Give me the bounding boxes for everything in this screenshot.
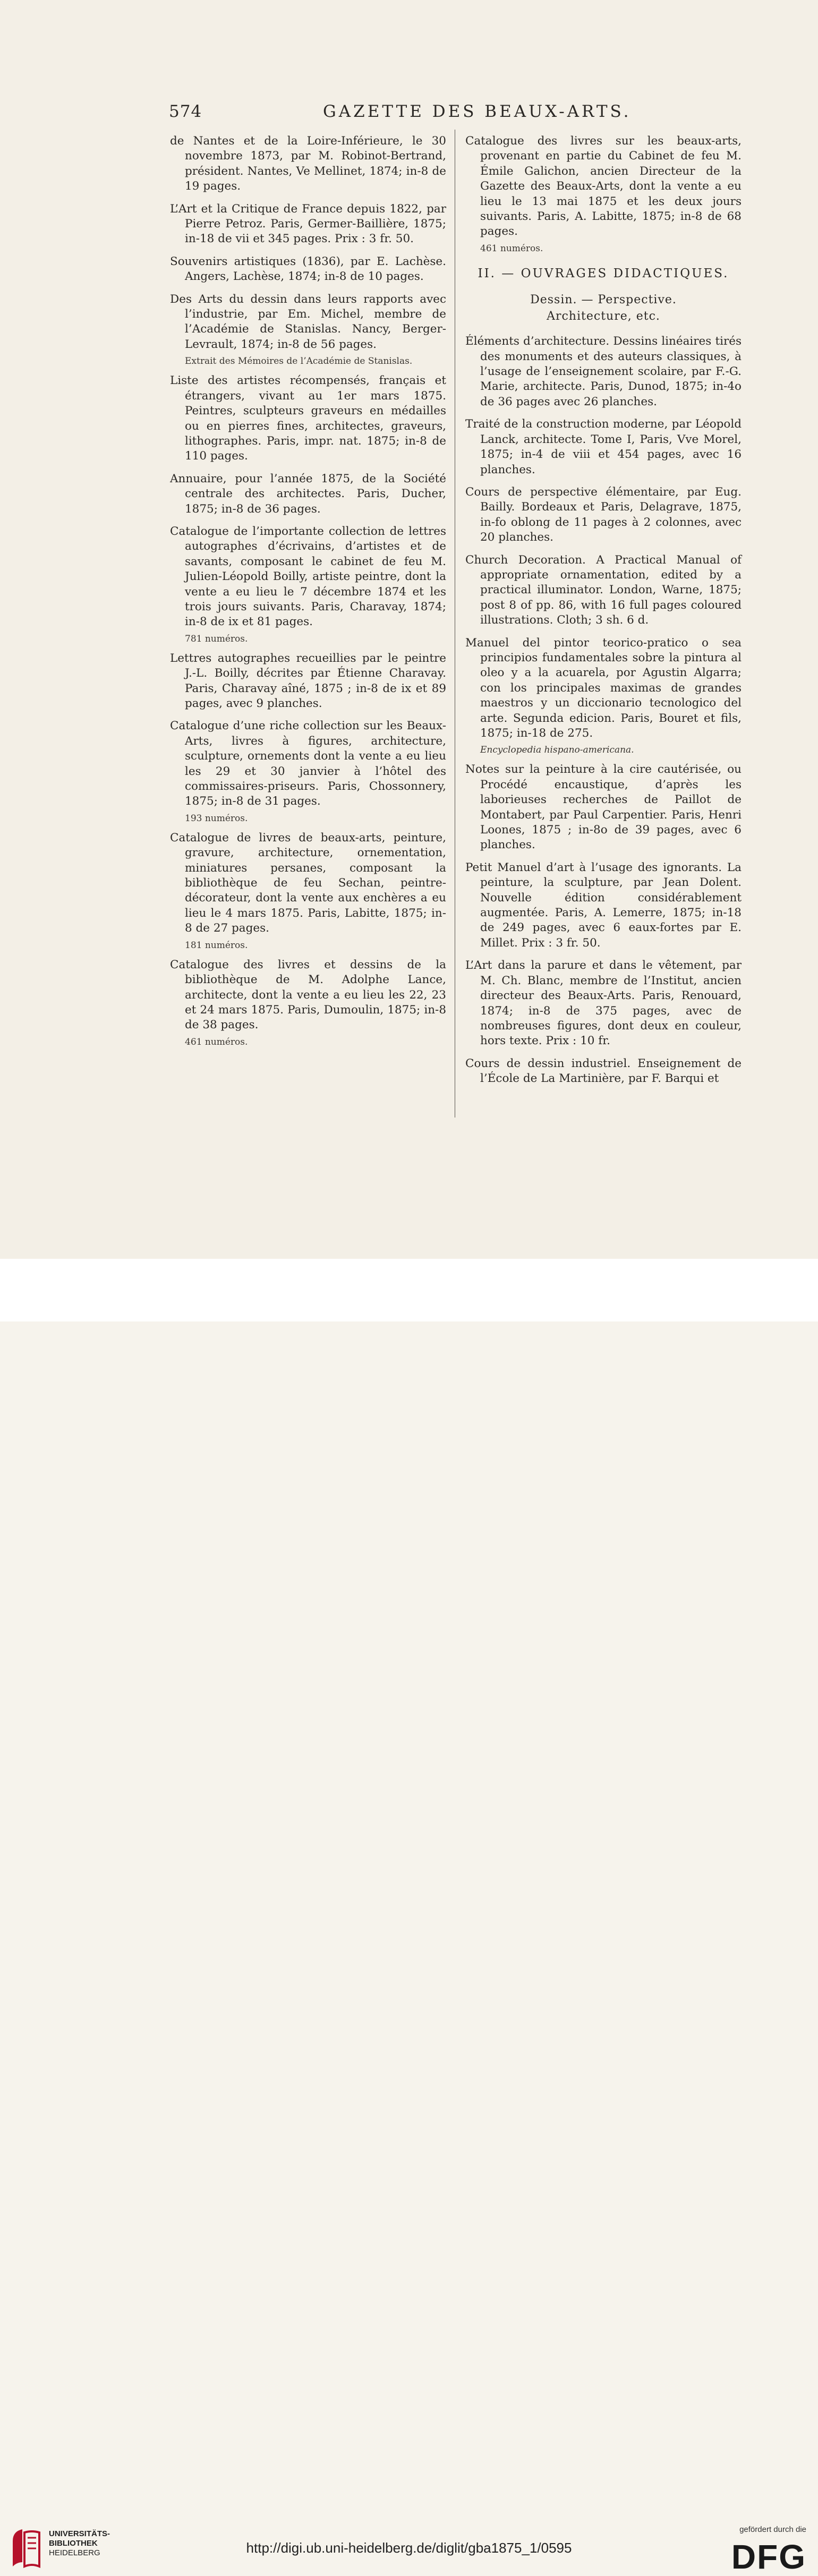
- bibliography-entry: L’Art et la Critique de France depuis 1822, par Pierre Petroz. Paris, Germer-Baillière, 1875; in-18 de vii et 345 pages. Prix : 3 fr. 50.: [170, 202, 446, 246]
- bibliography-entry: Catalogue d’une riche collection sur les Beaux-Arts, livres à figures, architecture, sculpture, ornements dont la vente a eu lieu les 29 et 30 janvier à l’hôtel des commissaires-priseurs. Paris, Chossonnery, 1875; in-8 de 31 pages.: [170, 719, 446, 808]
- entry-note: 781 numéros.: [185, 633, 248, 644]
- bibliography-entry: Cours de perspective élémentaire, par Eug. Bailly. Bordeaux et Paris, Delagrave, 1875, in-fo oblong de 11 pages à 2 colonnes, avec 20 planches.: [465, 485, 742, 544]
- left-column: [170, 134, 446, 1054]
- library-name-line: HEIDELBERG: [49, 2548, 100, 2557]
- document-page: [0, 0, 818, 1259]
- section-subheading: [465, 292, 742, 325]
- bibliography-entry: Souvenirs artistiques (1836), par E. Lachèse. Angers, Lachèse, 1874; in-8 de 10 pages.: [170, 254, 446, 284]
- right-column: [465, 134, 742, 1094]
- section-heading: II. — OUVRAGES DIDACTIQUES.: [478, 266, 729, 280]
- bibliography-entry: Éléments d’architecture. Dessins linéaires tirés des monuments et des auteurs classiques, à l’usage de l’enseignement scolaire, par F.-G. Marie, architecte. Paris, Dunod, 1875; in-4o de 36 pages avec 26 planches.: [465, 335, 742, 408]
- bibliography-entry: Notes sur la peinture à la cire cautérisée, ou Procédé encaustique, d’après les laborieuses recherches de Paillot de Montabert, par Paul Carpentier. Paris, Henri Loones, 1875 ; in-8o de 39 pages, avec 6 planches.: [465, 763, 742, 852]
- library-logo-icon: [7, 2525, 45, 2573]
- bibliography-entry: L’Art dans la parure et dans le vêtement, par M. Ch. Blanc, membre de l’Institut, ancien directeur des Beaux-Arts. Paris, Renouard, 1874; in-8 de 375 pages, avec de nombreuses figures, dont deux en couleur, hors texte. Prix : 10 fr.: [465, 959, 742, 1048]
- bibliography-entry: Annuaire, pour l’année 1875, de la Société centrale des architectes. Paris, Ducher, 1875; in-8 de 36 pages.: [170, 472, 446, 516]
- library-name-line: UNIVERSITÄTS-: [49, 2529, 110, 2538]
- subheading-line: Architecture, etc.: [547, 310, 660, 323]
- digitization-footer: [0, 1259, 818, 2576]
- entry-note: 193 numéros.: [185, 813, 248, 824]
- bibliography-entry: Church Decoration. A Practical Manual of appropriate ornamentation, edited by a practical illuminator. London, Warne, 1875; post 8 of pp. 86, with 16 full pages coloured illustrations. Cloth; 3 sh. 6 d.: [465, 553, 742, 627]
- entry-note: Encyclopedia hispano-americana.: [480, 745, 634, 756]
- bibliography-entry: Catalogue des livres sur les beaux-arts, provenant en partie du Cabinet de feu M. Émile Galichon, ancien Directeur de la Gazette des Beaux-Arts, dont la vente a eu lieu le 13 mai 1875 et les deux jours suivants. Paris, A. Labitte, 1875; in-8 de 68 pages.: [465, 134, 742, 238]
- bibliography-entry: Liste des artistes récompensés, français et étrangers, vivant au 1er mars 1875. Peintres, sculpteurs graveurs en médailles ou en pierres fines, architectes, graveurs, lithographes. Paris, impr. nat. 1875; in-8 de 110 pages.: [170, 374, 446, 463]
- bibliography-entry: Cours de dessin industriel. Enseignement de l’École de La Martinière, par F. Barqui et: [465, 1056, 742, 1086]
- bibliography-entry: Manuel del pintor teorico-pratico o sea principios fundamentales sobre la pintura al oleo y a la acuarela, por Agustin Algarra; con los principales maximas de grandes maestros y un diccionario tecnologico del arte. Segunda edicion. Paris, Bouret et fils, 1875; in-18 de 275.: [465, 636, 742, 740]
- journal-title: GAZETTE DES BEAUX-ARTS.: [323, 102, 632, 121]
- bibliography-entry: Lettres autographes recueillies par le peintre J.-L. Boilly, décrites par Étienne Charavay. Paris, Charavay aîné, 1875 ; in-8 de ix et 89 pages, avec 9 planches.: [170, 651, 446, 710]
- bibliography-entry: Catalogue des livres et dessins de la bibliothèque de M. Adolphe Lance, architecte, dont la vente a eu lieu les 22, 23 et 24 mars 1875. Paris, Dumoulin, 1875; in-8 de 38 pages.: [170, 958, 446, 1032]
- entry-note: 461 numéros.: [185, 1036, 248, 1047]
- bibliography-entry: Catalogue de livres de beaux-arts, peinture, gravure, architecture, ornementation, miniatures persanes, composant la bibliothèque de feu Sechan, peintre-décorateur, dont la vente aux enchères a eu lieu le 4 mars 1875. Paris, Labitte, 1875; in-8 de 27 pages.: [170, 831, 446, 935]
- entry-note: 181 numéros.: [185, 940, 248, 951]
- dfg-logo: DFG: [731, 2538, 806, 2576]
- library-name-line: BIBLIOTHEK: [49, 2539, 98, 2548]
- library-name: [49, 2529, 110, 2558]
- bibliography-entry: Petit Manuel d’art à l’usage des ignorants. La peinture, la sculpture, par Jean Dolent. Nouvelle édition considérablement augmentée. Paris, A. Lemerre, 1875; in-18 de 249 pages, avec 6 eaux-fortes par E. Millet. Prix : 3 fr. 50.: [465, 860, 742, 950]
- running-head: [169, 102, 733, 123]
- source-url-link[interactable]: http://digi.ub.uni-heidelberg.de/diglit/gba1875_1/0595: [246, 2540, 572, 2556]
- entry-note: 461 numéros.: [480, 243, 543, 254]
- bibliography-entry: Traité de la construction moderne, par Léopold Lanck, architecte. Tome I, Paris, Vve Morel, 1875; in-4 de viii et 454 pages, avec 16 planches.: [465, 417, 742, 476]
- page-number: 574: [169, 102, 202, 121]
- subheading-line: Dessin. — Perspective.: [530, 293, 677, 307]
- entry-note: Extrait des Mémoires de l’Académie de Stanislas.: [185, 356, 413, 367]
- bibliography-entry: de Nantes et de la Loire-Inférieure, le 30 novembre 1873, par M. Robinot-Bertrand, président. Nantes, Ve Mellinet, 1874; in-8 de 19 pages.: [170, 134, 446, 193]
- bibliography-entry: Des Arts du dessin dans leurs rapports avec l’industrie, par Em. Michel, membre de l’Académie de Stanislas. Nancy, Berger-Levrault, 1874; in-8 de 56 pages.: [170, 292, 446, 351]
- funded-by-label: gefördert durch die: [739, 2525, 806, 2534]
- bibliography-entry: Catalogue de l’importante collection de lettres autographes d’écrivains, d’artistes et de savants, composant le cabinet de feu M. Julien-Léopold Boilly, artiste peintre, dont la vente a eu lieu le 7 décembre 1874 et les trois jours suivants. Paris, Charavay, 1874; in-8 de ix et 81 pages.: [170, 524, 446, 629]
